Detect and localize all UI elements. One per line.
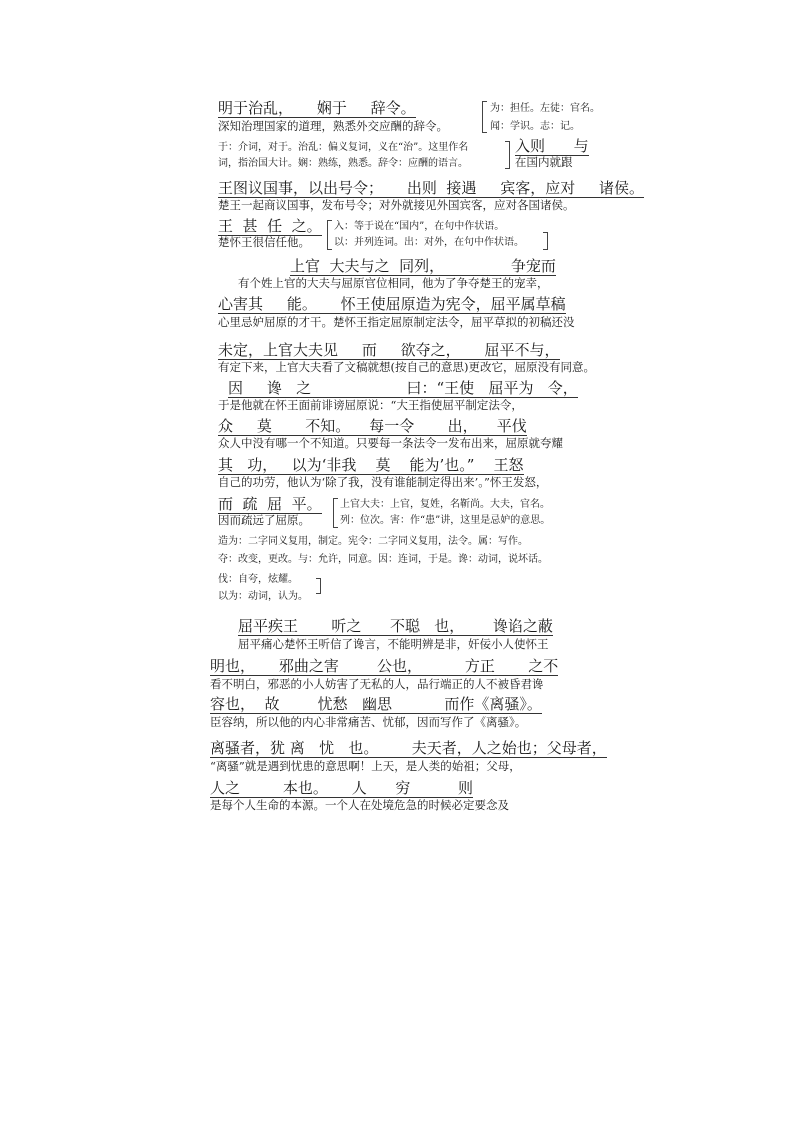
translation-line: 楚王一起商议国事，发布号令；对外就接见外国宾客，应对各国诸侯。: [218, 198, 575, 212]
original-text-line: 王图议国事，以出号令； 出则 接遇 宾客，应对 诸侯。: [218, 179, 645, 197]
original-text-line: 入则 与: [515, 137, 589, 155]
annotation-note: 以：并列连词。出：对外，在句中作状语。: [334, 237, 524, 248]
original-text-line: 未定，上官大夫见 而 欲夺之， 屈平不与，: [218, 341, 560, 359]
annotation-note: 入：等于说在“国内”，在句中作状语。: [334, 221, 505, 232]
original-text-line: 明于治乱， 娴于 辞令。: [218, 99, 416, 117]
annotation-bracket: [327, 220, 332, 250]
translation-line: 自己的功劳，他认为‘除了我，没有谁能制定得出来’。”怀王发怒，: [218, 475, 548, 489]
original-text-line: 因 谗 之 曰：“王使 屈平为 令，: [228, 379, 578, 397]
translation-line: 深知治理国家的道理，熟悉外交应酬的辞令。: [218, 119, 448, 133]
annotation-bracket: [543, 232, 548, 250]
original-text-line: 其 功， 以为‘非我 莫 能为’也。” 王怒: [218, 456, 524, 474]
original-text-line: 离骚者，犹 离 忧 也。 夫天者，人之始也；父母者，: [210, 739, 607, 757]
annotation-note: 造为：二字同义复用，制定。宪令：二字同义复用，法令。属：写作。: [218, 536, 528, 547]
annotation-note: 伐：自夸，炫耀。: [218, 574, 298, 585]
annotation-bracket: [505, 141, 510, 169]
annotation-bracket: [482, 101, 487, 133]
annotation-note: 词，指治国大计。娴：熟练，熟悉。辞令：应酬的语言。: [218, 158, 468, 169]
original-text-line: 心害其 能。 怀王使屈原造为宪令，屈平属草稿: [218, 295, 566, 313]
translation-line: 楚怀王很信任他。: [218, 235, 310, 249]
original-text-line: 众 莫 不知。 每一令 出， 平伐: [218, 417, 527, 435]
annotation-note: 闻：学识。志：记。: [490, 121, 580, 132]
annotation-note: 为：担任。左徒：官名。: [490, 103, 600, 114]
annotation-note: 夺：改变，更改。与：允许，同意。因：连词，于是。谗：动词，说坏话。: [218, 554, 548, 565]
translation-line: 有个姓上官的大夫与屈原官位相同，他为了争夺楚王的宠幸，: [238, 276, 549, 290]
translation-line: 在国内就跟: [515, 155, 573, 169]
original-text-line: 明也， 邪曲之害 公也， 方正 之不: [210, 657, 559, 675]
original-text-line: 容也， 故 忧愁 幽思 而作《离骚》。: [210, 695, 542, 713]
translation-line: 臣容纳，所以他的内心非常痛苦、忧郁，因而写作了《离骚》。: [210, 715, 527, 729]
translation-line: 众人中没有哪一个不知道。只要每一条法令一发布出来，屈原就夸耀: [218, 436, 563, 450]
original-text-line: 屈平疾王 听之 不聪 也， 谗谄之蔽: [238, 617, 553, 635]
original-text-line: 上官 大夫与之 同列， 争宠而: [290, 257, 556, 275]
original-text-line: 而 疏 屈 平。: [218, 495, 322, 513]
translation-line: 有定下来，上官大夫看了文稿就想(按自己的意思)更改它，屈原没有同意。: [218, 360, 595, 374]
translation-line: 心里忌妒屈原的才干。楚怀王指定屈原制定法令，屈平草拟的初稿还没: [218, 315, 575, 329]
translation-line: 是每个人生命的本源。一个人在处境危急的时候必定要念及: [210, 798, 509, 812]
annotation-bracket: [333, 498, 338, 528]
annotation-note: 上官大夫：上官，复姓，名靳尚。大夫，官名。: [340, 499, 550, 510]
translation-line: 看不明白，邪恶的小人妨害了无私的人，品行端正的人不被昏君谗: [210, 677, 544, 691]
original-text-line: 王 甚 任 之。: [218, 217, 322, 235]
translation-line: 因而疏远了屈原。: [218, 513, 310, 527]
translation-line: “离骚”就是遇到忧患的意思啊！上天，是人类的始祖；父母，: [210, 759, 521, 773]
translation-line: 于是他就在怀王面前诽谤屈原说：“大王指使屈平制定法令，: [218, 398, 523, 412]
translation-line: 屈平痛心楚怀王听信了谗言，不能明辨是非，奸佞小人使怀王: [238, 637, 549, 651]
annotation-note: 以为：动词，认为。: [218, 591, 308, 602]
original-text-line: 人之 本也。 人 穷 则: [210, 779, 474, 797]
annotation-note: 列：位次。害：作“患”讲，这里是忌妒的意思。: [340, 515, 551, 526]
annotation-note: 于：介词，对于。治乱：偏义复词，义在“治”。这里作名: [218, 142, 469, 153]
annotation-bracket: [316, 578, 321, 594]
